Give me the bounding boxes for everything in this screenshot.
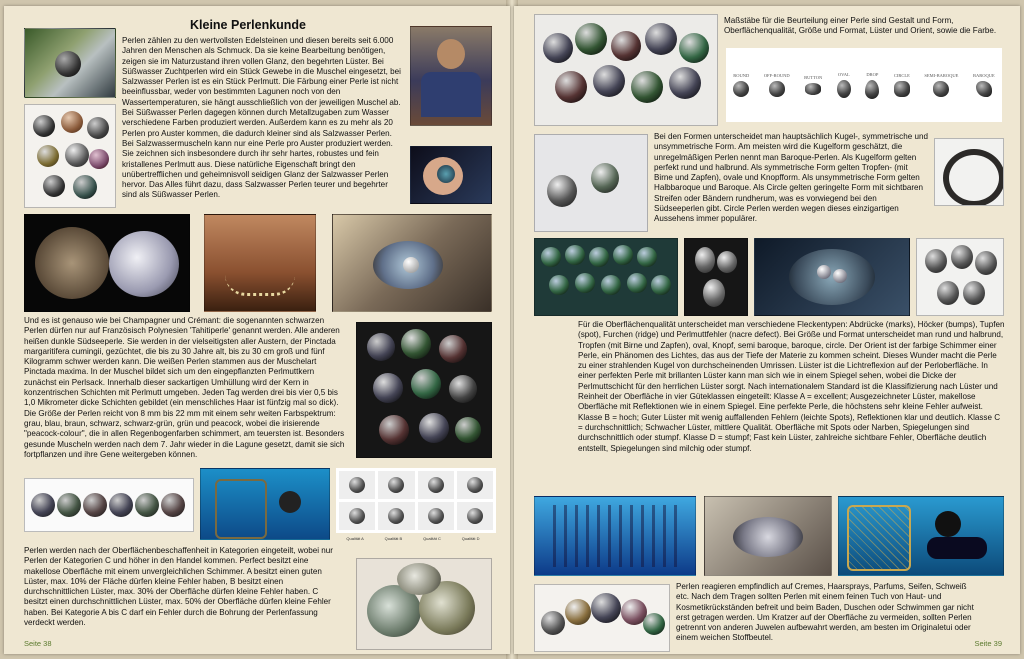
- photo-pearl-earrings: [534, 134, 648, 232]
- photo-mixed-pearls: [534, 584, 670, 652]
- forms-text: Bei den Formen unterscheidet man hauptsächlich Kugel-, symmetrische und unsymmetrische Form. Am meisten wird die Kugelform geschätzt, die unregelmäßigen Perlen nennt man Baroque-Perlen. Als Kugelform gelten perfekt rund und halbrund. Als symmetrische Form gelten Tropfen- (mit Birne und Zapfen), ovale und Knopfform. Als unsymmetrische Form gelten Halbbaroque und Baroque. Als Circle gelten geringelte Form mit sichtbaren Streifen oder Bändern rundherum, was es vorwiegend bei den Südseeperlen gibt. Circle Perlen werden wegen dieses einzigartigen Aussehens immer populärer.: [654, 132, 928, 224]
- quality-label-a: Qualität A: [346, 536, 364, 541]
- quality-text: Für die Oberflächenqualität unterscheidet man verschiedene Fleckentypen: Abdrücke (marks), Höcker (bumps), Tupfen (spot), Furchen (ridge) und Perlmuttfehler (nacre defect). Bei Größe und Format unterscheidet man rund und halbrund, Tropfen (mit Birne und Zapfen), oval, Knopf, semi baroque, baroque, circle. Der Orient ist der farbige Schimmer einer Perle, ein Phänomen des Lichtes, das aus der Tiefe der Materie zu kommen scheint. Dieses Wunder macht die Perle zu einer strahlenden Kugel von durchscheinenden Umrissen. Lüster ist die Lichtreflexion auf der Perloberfläche. In einer perfekten Perle mit brillanten Lüster kann man sich wie in einem Spiegel sehen, wobei die Dicke der Perlmuttschicht für den herrlichen Lüster sorgt. Nach internationalem Standard ist die Klassifizierung nach Lüster und Reinheit der Oberfläche in vier Güteklassen eingeteilt: Klasse A = excellent; Ausgezeichneter Lüster, makellose Oberfläche mit Reflektionen wie in einem Spiegel. Eine perfekte Perle, die höchstens sehr kleine Fehler aufweist. Klasse B = hoch; Guter Lüster mit wenig auffallenden Fehlern (leichte Spots), Reflektionen klar und deutlich. Klasse C = durchschnittlich; Schwacher Lüster, mittlere Qualität. Oberfläche mit Spots oder Narben, Spiegelungen sind durchschnittlich oder stumpf. Klasse D = stumpf; Fast kein Lüster, zahlreiche sichtbare Fehler, Oberfläche deutlich entstellt, Spiegelungen sind milchig oder stumpf.: [578, 320, 1005, 453]
- photo-black-lip-oyster: [24, 28, 116, 98]
- photo-oyster-shell: [24, 214, 190, 312]
- shape-semi-baroque: SEMI-BAROQUE: [924, 73, 958, 97]
- quality-label-b: Qualität B: [384, 536, 403, 541]
- shape-drop: DROP: [865, 72, 879, 99]
- photo-green-pearls: [534, 238, 678, 316]
- photo-woman-with-necklace: [204, 214, 316, 312]
- photo-pearl-worker: [410, 26, 492, 126]
- photo-hand-with-pearls: [410, 146, 492, 204]
- shape-button: BUTTON: [804, 75, 822, 95]
- page-title: Kleine Perlenkunde: [190, 18, 307, 32]
- photo-circle-pearls: [916, 238, 1004, 316]
- photo-pearl-strand: [24, 478, 194, 532]
- photo-mother-of-pearl-shells: [356, 558, 492, 650]
- photo-tahiti-pearl-pile: [534, 14, 718, 126]
- page-number-right: Seite 39: [974, 639, 1002, 648]
- pearl-shape-chart: [726, 48, 1002, 122]
- photo-pearls-in-shell: [754, 238, 910, 316]
- page-number-left: Seite 38: [24, 639, 52, 648]
- middle-text: Und es ist genauso wie bei Champagner und Crémant: die sogenannten schwarzen Perlen dürfen nur auf Französisch Polynesien 'Tahitiperle' genannt werden. Alle anderen heißen dunkle Südseeperle. Sie werden in der vielseitigsten aller Austern, der Pinctada margaritifera cumingii, gezüchtet, die bis zu 30 Jahre alt, bis zu 30 cm groß und fünf Kilogramm schwer werden kann. Die weißen Perlen stammen aus der Muschelart Pinctada maxima. In der Muschel bildet sich um den eingepflanzten Perlmuttkern zunächst ein Perlsack. Innerhalb dieser sackartigen Umhüllung wird der Kern in konzentrischen Schichten mit Perlmutt umgeben. Jeden Tag werden drei bis vier 0,5 bis 1,0 Mikrometer dicke Schichten gebildet (ein menschliches Haar ist fünfzig mal so dick). Die Größe der Perlen reicht von 8 mm bis 22 mm mit einem sehr weiten Farbspektrum: grau, blau, braun, schwarz, schwarz-grün, grün und peacock, wobei die irisierende "peacock-colour", die in allen Regenbogenfarben schimmert, am teuersten ist. Besonders gesunde Muscheln werden nach dem 7. Jahr wieder in die Lagune gesetzt, damit sie sich fortpflanzen und ihre Gene weitergeben können.: [24, 316, 345, 459]
- quality-labels: [336, 536, 490, 541]
- photo-oyster-opening: [704, 496, 832, 576]
- photo-loose-pearls: [24, 104, 116, 208]
- left-page: [4, 6, 510, 654]
- photo-pearl-farm-underwater: [534, 496, 696, 576]
- shape-off-round: OFF-ROUND: [764, 73, 790, 97]
- photo-pearl-bracelet: [934, 138, 1004, 206]
- photo-black-pearl-pile: [356, 322, 492, 458]
- quality-chart: [336, 468, 496, 533]
- quality-label-c: Qualität C: [423, 536, 441, 541]
- care-text: Perlen reagieren empfindlich auf Cremes, Haarsprays, Parfums, Seifen, Schweiß etc. Nach dem Tragen sollten Perlen mit einem feinen Tuch von Haut- und Kosmetikrückständen befreit und beim Baden, Duschen oder Schwimmen gar nicht erst getragen werden. Um Kratzer auf der Oberfläche zu vermeiden, sollten Perlen getrennt von anderen Juwelen aufbewahrt werden, am besten im Originaletui oder einem weichen Stoffbeutel.: [676, 582, 974, 643]
- shape-baroque: BAROQUE: [973, 73, 995, 97]
- bottom-text: Perlen werden nach der Oberflächenbeschaffenheit in Kategorien eingeteilt, wobei nur Perlen der Kategorien C und höher in den Handel kommen. Perfect besitzt eine makellose Oberfläche mit einem unvergleichlichen Schimmer. A besitzt einen guten Lüster, max. 10% der Fläche dürfen kleine Fehler haben, B besitzt einen durchschnittlichen Lüster, max. 30% der Oberfläche dürfen kleine Fehler haben. C besitzt einen durchschnittlichen Lüster, max. 50% der Oberfläche dürfen kleine Fehler haben. Bei Kategorie A bis C darf ein Fehler durch die Bohrung der Perlenfassung verdeckt werden.: [24, 546, 333, 628]
- shape-round: ROUND: [733, 73, 749, 97]
- photo-open-oyster-pearl: [332, 214, 492, 312]
- photo-diver-with-net: [838, 496, 1004, 576]
- photo-diver-underwater: [200, 468, 330, 540]
- shape-circle: CIRCLE: [894, 73, 910, 97]
- intro-text: Perlen zählen zu den wertvollsten Edelsteinen und diesen bereits seit 6.000 Jahren den Menschen als Schmuck. Da sie keine Bearbeitung benötigen, zeigen sie im Naturzustand ihren vollen Glanz, den begehrten Lüster. Bei Süßwasser Zuchtperlen wird ein Stück Gewebe in die Muschel eingesetzt, bei Salzwasser Perlen ist es ein Stück Perlmutt. Die Färbung einer Perle ist nicht beeinflussbar, weder von bestimmten Lagunen noch von den Wassertemperaturen, sie hängt ausschließlich von der jeweiligen Muschel ab. Bei Süßwasser Perlen dagegen können durch Metallzugaben zum Wasser verschiedene Farben produziert werden. Außerdem kann es zu mehr als 20 Perlen pro Auster kommen, die dadurch kleiner sind als Salzwasser Perlen. Bei Salzwassermuscheln kann nur eine Perle pro Auster produziert werden. Sie zeichnen sich insbesondere durch ihr sehr hartes, robustes und fein kristallenes Perlmutt aus. Diese natürliche Eigenschaft bringt den unübertrefflichen und geheimnisvoll seidigen Glanz der Salzwasser Perlen hervor. Das Alles führt dazu, dass Salzwasser Perlen teurer und begehrter sind als Süßwasser Perlen.: [122, 36, 401, 200]
- right-top-text: Maßstäbe für die Beurteilung einer Perle sind Gestalt und Form, Oberflächenqualität, Größe und Format, Lüster und Orient, sowie die Farbe.: [724, 16, 997, 36]
- right-page: [514, 6, 1020, 654]
- photo-baroque-pearls: [684, 238, 748, 316]
- shape-oval: OVAL: [837, 72, 851, 98]
- quality-label-d: Qualität D: [461, 536, 480, 541]
